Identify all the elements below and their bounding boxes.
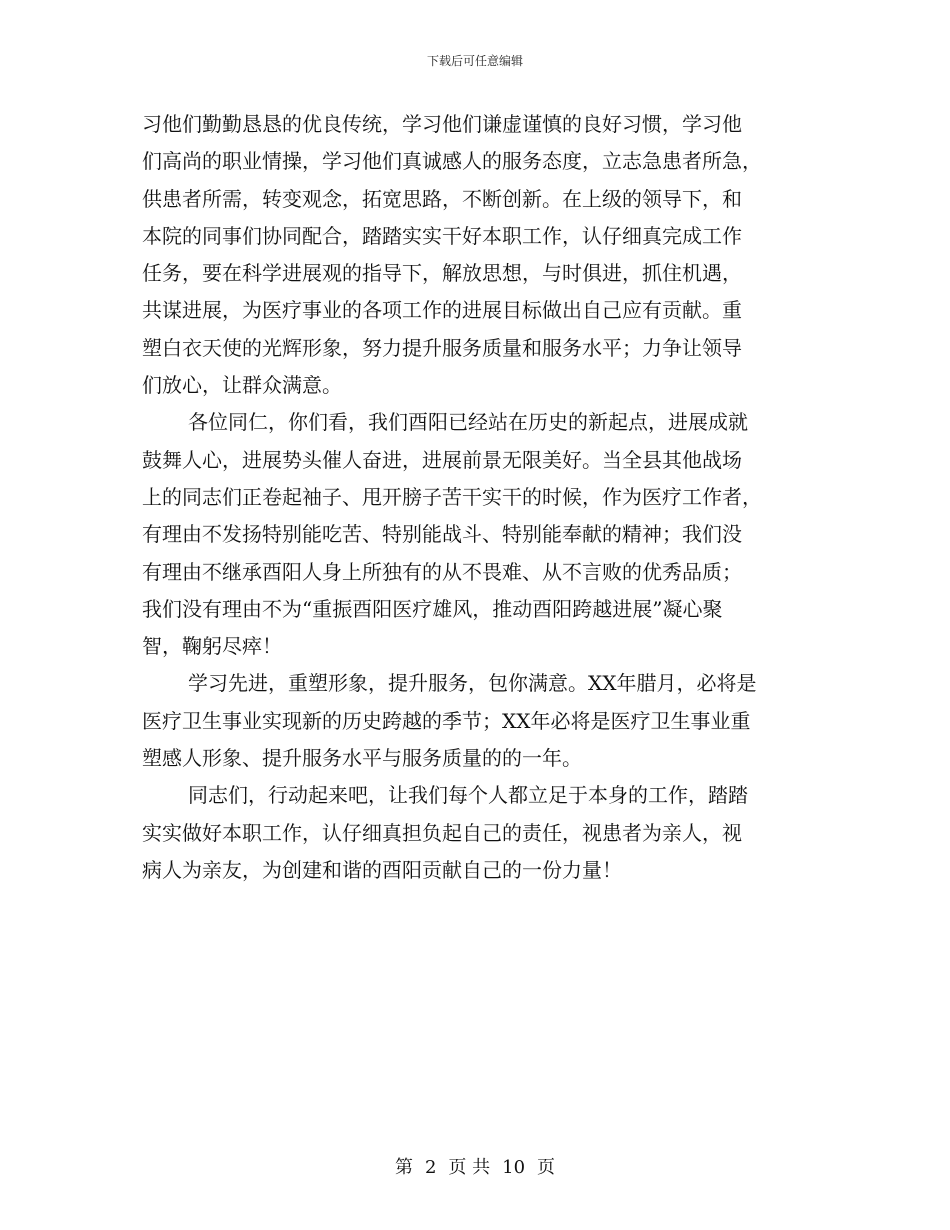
text-line: 病人为亲友，为创建和谐的酉阳贡献自己的一份力量！ [142, 857, 622, 882]
text-line: 我们没有理由不为“重振酉阳医疗雄风，推动酉阳跨越进展”凝心聚 [142, 596, 723, 621]
text-line: 智，鞠躬尽瘁！ [142, 634, 282, 659]
text-line: 鼓舞人心，进展势头催人奋进，进展前景无限美好。当全县其他战场 [142, 447, 742, 472]
text-line: 实实做好本职工作，认仔细真担负起自己的责任，视患者为亲人，视 [142, 820, 742, 845]
total-pages: 10 [502, 1157, 526, 1178]
text-line: 们高尚的职业情操，学习他们真诚感人的服务态度，立志急患者所急， [142, 149, 762, 174]
text-line: 有理由不发扬特别能吃苦、特别能战斗、特别能奉献的精神；我们没 [142, 522, 742, 547]
text-line: 任务，要在科学进展观的指导下，解放思想，与时俱进，抓住机遇， [142, 261, 742, 286]
text-line: 有理由不继承酉阳人身上所独有的从不畏难、从不言败的优秀品质； [142, 559, 742, 584]
text-line: 供患者所需，转变观念，拓宽思路，不断创新。在上级的领导下，和 [142, 186, 742, 211]
page-footer [0, 1153, 950, 1179]
document-body [142, 106, 810, 889]
text-line: 习他们勤勤恳恳的优良传统，学习他们谦虚谨慎的良好习惯，学习他 [142, 112, 742, 136]
text-line: 塑白衣天使的光辉形象，努力提升服务质量和服务水平；力争让领导 [142, 335, 742, 360]
paragraph-first-line: 各位同仁，你们看，我们酉阳已经站在历史的新起点，进展成就 [188, 410, 748, 435]
text-line: 医疗卫生事业实现新的历史跨越的季节；XX年必将是医疗卫生事业重 [142, 708, 751, 733]
text-line: 本院的同事们协同配合，踏踏实实干好本职工作，认仔细真完成工作 [142, 223, 742, 248]
page-header: 下载后可任意编辑 [426, 54, 523, 68]
text-line: 们放心，让群众满意。 [142, 373, 342, 398]
text-line: 塑感人形象、提升服务水平与服务质量的的一年。 [142, 746, 582, 771]
footer-prefix: 第 [394, 1157, 413, 1178]
page-number: 2 [424, 1157, 437, 1178]
footer-suffix: 页 [537, 1157, 556, 1178]
paragraph-first-line: 学习先进，重塑形象，提升服务，包你满意。XX年腊月，必将是 [188, 671, 757, 696]
text-line: 共谋进展，为医疗事业的各项工作的进展目标做出自己应有贡献。重 [142, 298, 742, 323]
footer-middle: 页 共 [448, 1157, 491, 1178]
paragraph-first-line: 同志们，行动起来吧，让我们每个人都立足于本身的工作，踏踏 [188, 783, 748, 808]
text-line: 上的同志们正卷起袖子、甩开膀子苦干实干的时候，作为医疗工作者， [142, 484, 762, 509]
